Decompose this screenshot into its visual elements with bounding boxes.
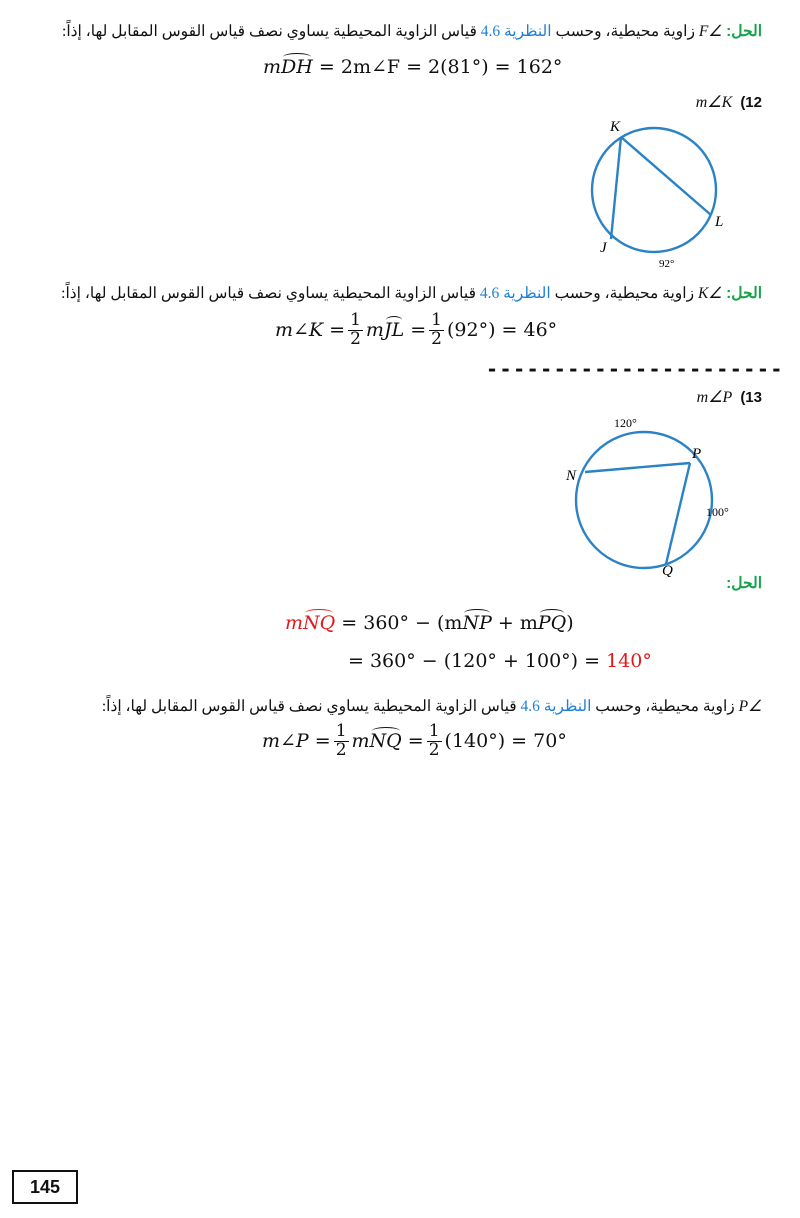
arc-measure-top: 120° (614, 416, 637, 430)
chord-kl (621, 137, 711, 215)
angle-var: ∠F (698, 23, 723, 40)
problem-number: (12 (740, 94, 762, 111)
point-label-k: K (610, 119, 621, 135)
problem-12-header (696, 92, 762, 112)
arc-symbol: DH (281, 56, 313, 78)
fraction: $\frac{1}{2}$ (335, 721, 347, 760)
explanation-text: قياس الزاوية المحيطية يساوي نصف قياس القوس المقابل لها، إذاً: (61, 285, 476, 302)
solution-label: الحل: (726, 575, 762, 592)
problem-13-header (697, 387, 762, 407)
arc-symbol: NP (462, 612, 492, 634)
angle-var: ∠P (738, 698, 762, 715)
arc-measure-label: 92° (659, 258, 675, 270)
equation-1: m DH = 2m∠F = 2(81°) = 162° (263, 56, 563, 78)
fraction: $\frac{1}{2}$ (428, 721, 440, 760)
point-label-j: J (600, 240, 607, 256)
problem-prompt: m∠P (696, 389, 733, 406)
circle-figure-12 (583, 114, 733, 274)
problem-number: (13 (740, 389, 762, 406)
arc-symbol: JL (383, 319, 405, 342)
explanation-text: زاوية محيطية، وحسب (595, 698, 735, 715)
solution-label: الحل: (726, 285, 762, 302)
explanation-text: قياس الزاوية المحيطية يساوي نصف قياس القوس المقابل لها، إذاً: (101, 698, 517, 715)
arc-symbol: NQ (369, 730, 402, 753)
point-label-l: L (715, 214, 724, 230)
problem-prompt: m∠K (695, 94, 733, 111)
theorem-reference: النظرية 4.6 (479, 285, 551, 302)
chord-pq (666, 463, 690, 564)
point-label-q: Q (662, 563, 673, 577)
angle-var: ∠K (697, 285, 723, 302)
arc-symbol: PQ (537, 612, 567, 634)
solution-line-4 (102, 697, 762, 716)
point-label-p: P (692, 446, 702, 462)
explanation-text: زاوية محيطية، وحسب (555, 23, 695, 40)
solution-line-3 (726, 574, 762, 593)
solution-line-1 (62, 22, 762, 41)
equation-3b: = 360° − (120° + 100°) = 140° (348, 650, 652, 672)
arc-measure-right: 100° (706, 505, 729, 519)
result-highlight: 140° (606, 650, 652, 672)
explanation-text: زاوية محيطية، وحسب (554, 285, 695, 302)
section-divider: ---------------------- (486, 357, 784, 381)
point-label-n: N (566, 468, 577, 484)
fraction: $\frac{1}{2}$ (431, 310, 442, 349)
equation-3a: m NQ = 360° − (m NP + m PQ ) (285, 612, 574, 634)
arc-symbol: NQ (303, 612, 336, 634)
fraction: $\frac{1}{2}$ (350, 310, 361, 349)
chord-np (585, 463, 690, 472)
theorem-reference: النظرية 4.6 (480, 23, 552, 40)
chord-kj (611, 137, 621, 239)
circle-figure-13 (560, 412, 750, 577)
equation-2: m∠K = $\frac{1}{2}$ m JL = $\frac{1}{2}$ (92°) = 46° (275, 310, 558, 349)
equation-4: m∠P = $\frac{1}{2}$ m NQ = $\frac{1}{2}$ (140°) = 70° (262, 721, 567, 760)
theorem-reference: النظرية 4.6 (520, 698, 592, 715)
page-number: 145 (12, 1170, 78, 1204)
solution-line-2 (61, 284, 762, 303)
explanation-text: قياس الزاوية المحيطية يساوي نصف قياس القوس المقابل لها، إذاً: (62, 23, 477, 40)
solution-label: الحل: (726, 23, 762, 40)
